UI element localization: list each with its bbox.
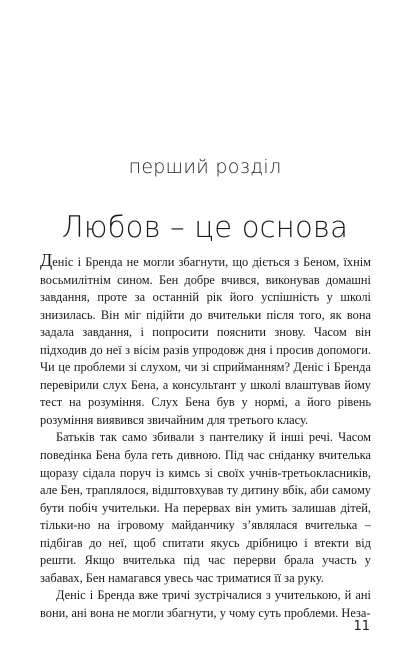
chapter-title: Любов – це основа (61, 210, 349, 244)
paragraph-1-text: еніс і Бренда не могли збагнути, що діється з Беном, їхнім восьмилітнім сином. Бен добре вчився, виконував домашні завдання, проте за останній рік його успішність у школі знизилась. Він міг підійти до вчительки після того, як вона задала завдання, і попросити пояснити знову. Часом він підходив до неї з вісім разів упродовж дня і просив допомоги. Чи це проблеми зі слухом, чи зі сприйманням? Деніс і Бренда перевірили слух Бена, а консультант у школі влаштував йому тест на розуміння. Слух Бена був у нормі, а його рівень розуміння виявився звичайним для третього класу. (40, 255, 371, 427)
page-number: 11 (353, 619, 370, 634)
body-text (40, 251, 371, 622)
paragraph-3: Деніс і Бренда вже тричі зустрічалися з учителькою, й ані вони, ані вона не могли збагнути, у чому суть проблеми. Неза- (40, 588, 371, 620)
paragraph-1-initial: Д (40, 250, 53, 270)
chapter-label: перший розділ (128, 156, 282, 178)
paragraph-2: Батьків так само збивали з пантелику й інші речі. Часом поведінка Бена була геть дивною. Під час сніданку вчителька щоразу сідала поруч із кимсь зі своїх учнів-третьокласників, але Бен, траплялося, відштовхував ту дитину вбік, аби самому бути побіч учительки. На перервах він умить залишав дітей, тільки-но на ігровому майданчику з’являлася вчителька – підбігав до неї, щоб спитати якусь дрібницю і втекти від решти. Якщо вчителька під час перерви брала участь у забавах, Бен намагався увесь час триматися її за руку. (40, 430, 371, 585)
paragraph-1 (40, 251, 371, 429)
